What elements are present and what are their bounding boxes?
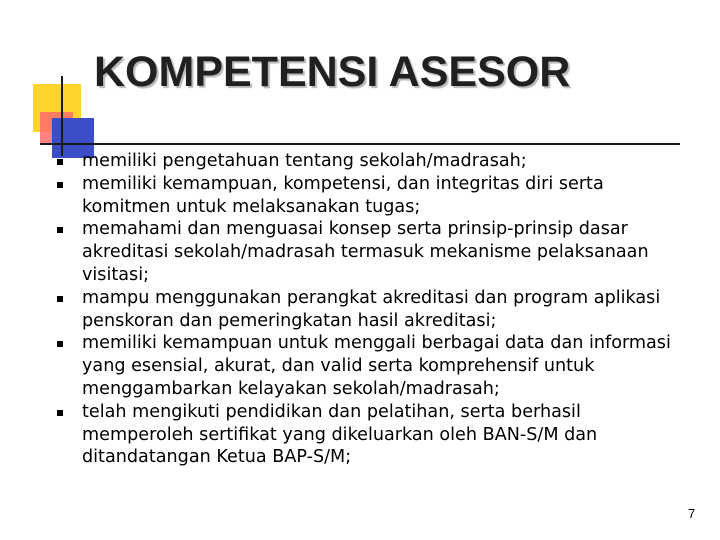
bullet-list	[55, 150, 695, 469]
bullet-text: mampu menggunakan perangkat akreditasi dan program aplikasi penskoran dan pemeringkatan hasil akreditasi;	[82, 287, 661, 331]
square-bullet-icon	[57, 159, 63, 165]
square-bullet-icon	[57, 182, 63, 188]
square-bullet-icon	[57, 296, 63, 302]
square-bullet-icon	[57, 341, 63, 347]
bullet-text: memiliki kemampuan, kompetensi, dan integritas diri serta komitmen untuk melaksanakan tugas;	[82, 173, 604, 217]
bullet-text: memahami dan menguasai konsep serta prinsip-prinsip dasar akreditasi sekolah/madrasah termasuk mekanisme pelaksanaan visitasi;	[82, 219, 649, 285]
square-bullet-icon	[57, 410, 63, 416]
square-bullet-icon	[57, 227, 63, 233]
page-number: 7	[688, 506, 696, 521]
bullet-item	[55, 218, 695, 286]
bullet-item	[55, 332, 695, 400]
bullet-item	[55, 150, 695, 173]
bullet-item	[55, 287, 695, 333]
bullet-item	[55, 173, 695, 219]
bullet-text: telah mengikuti pendidikan dan pelatihan, serta berhasil memperoleh sertifikat yang dikeluarkan oleh BAN-S/M dan ditandatangan Ketua BAP-S/M;	[82, 401, 598, 468]
title-divider-line	[40, 143, 680, 145]
bullet-item	[55, 401, 695, 469]
bullet-text: memiliki kemampuan untuk menggali berbagai data dan informasi yang esensial, akurat, dan valid serta komprehensif untuk menggambarkan kelayakan sekolah/madrasah;	[82, 333, 671, 399]
bullet-text: memiliki pengetahuan tentang sekolah/madrasah;	[82, 151, 527, 171]
slide-title: KOMPETENSI ASESOR	[94, 48, 571, 96]
